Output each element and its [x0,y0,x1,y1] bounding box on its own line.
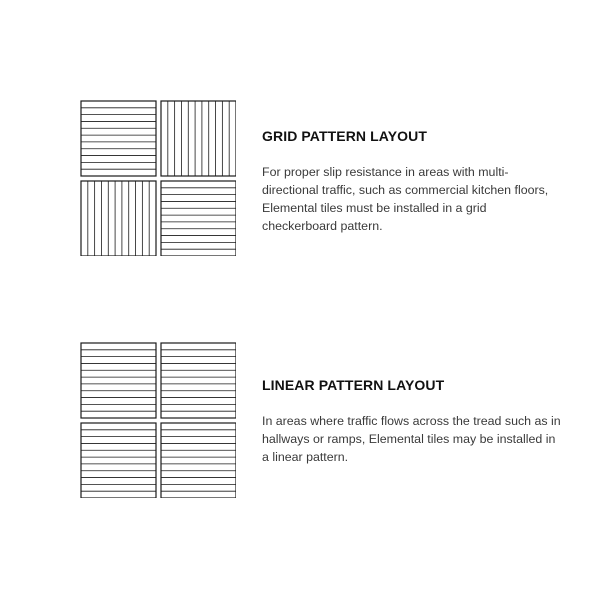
grid-tile-4-horizontal [161,181,236,256]
linear-pattern-description: In areas where traffic flows across the tread such as in hallways or ramps, Elemental tiles may be installed in a linear pattern. [262,414,561,464]
linear-pattern-title: LINEAR PATTERN LAYOUT [262,377,445,393]
grid-tile-3-vertical [81,181,156,256]
grid-pattern-tiles [80,100,236,256]
linear-tile-border [81,343,156,418]
linear-pattern-section [0,342,600,502]
grid-tile-1-horizontal [81,101,156,176]
grid-tile-border [81,101,156,176]
linear-tile-3-horizontal [81,423,156,498]
grid-tile-border [161,101,236,176]
grid-tile-border [81,181,156,256]
grid-tile-border [161,181,236,256]
linear-pattern-diagram [80,342,236,498]
grid-pattern-title: GRID PATTERN LAYOUT [262,128,427,144]
grid-pattern-section [0,100,600,260]
grid-pattern-description: For proper slip resistance in areas with multi-directional traffic, such as commercial kitchen floors, Elemental tiles must be installed in a grid checkerboard pattern. [262,165,549,233]
linear-pattern-tiles [80,342,236,498]
grid-pattern-diagram [80,100,236,256]
linear-tile-2-horizontal [161,343,236,418]
grid-tile-2-vertical [161,101,236,176]
linear-tile-border [81,423,156,498]
linear-tile-border [161,423,236,498]
linear-tile-1-horizontal [81,343,156,418]
linear-pattern-text [262,377,562,466]
linear-tile-border [161,343,236,418]
linear-tile-4-horizontal [161,423,236,498]
grid-pattern-text [262,128,562,235]
